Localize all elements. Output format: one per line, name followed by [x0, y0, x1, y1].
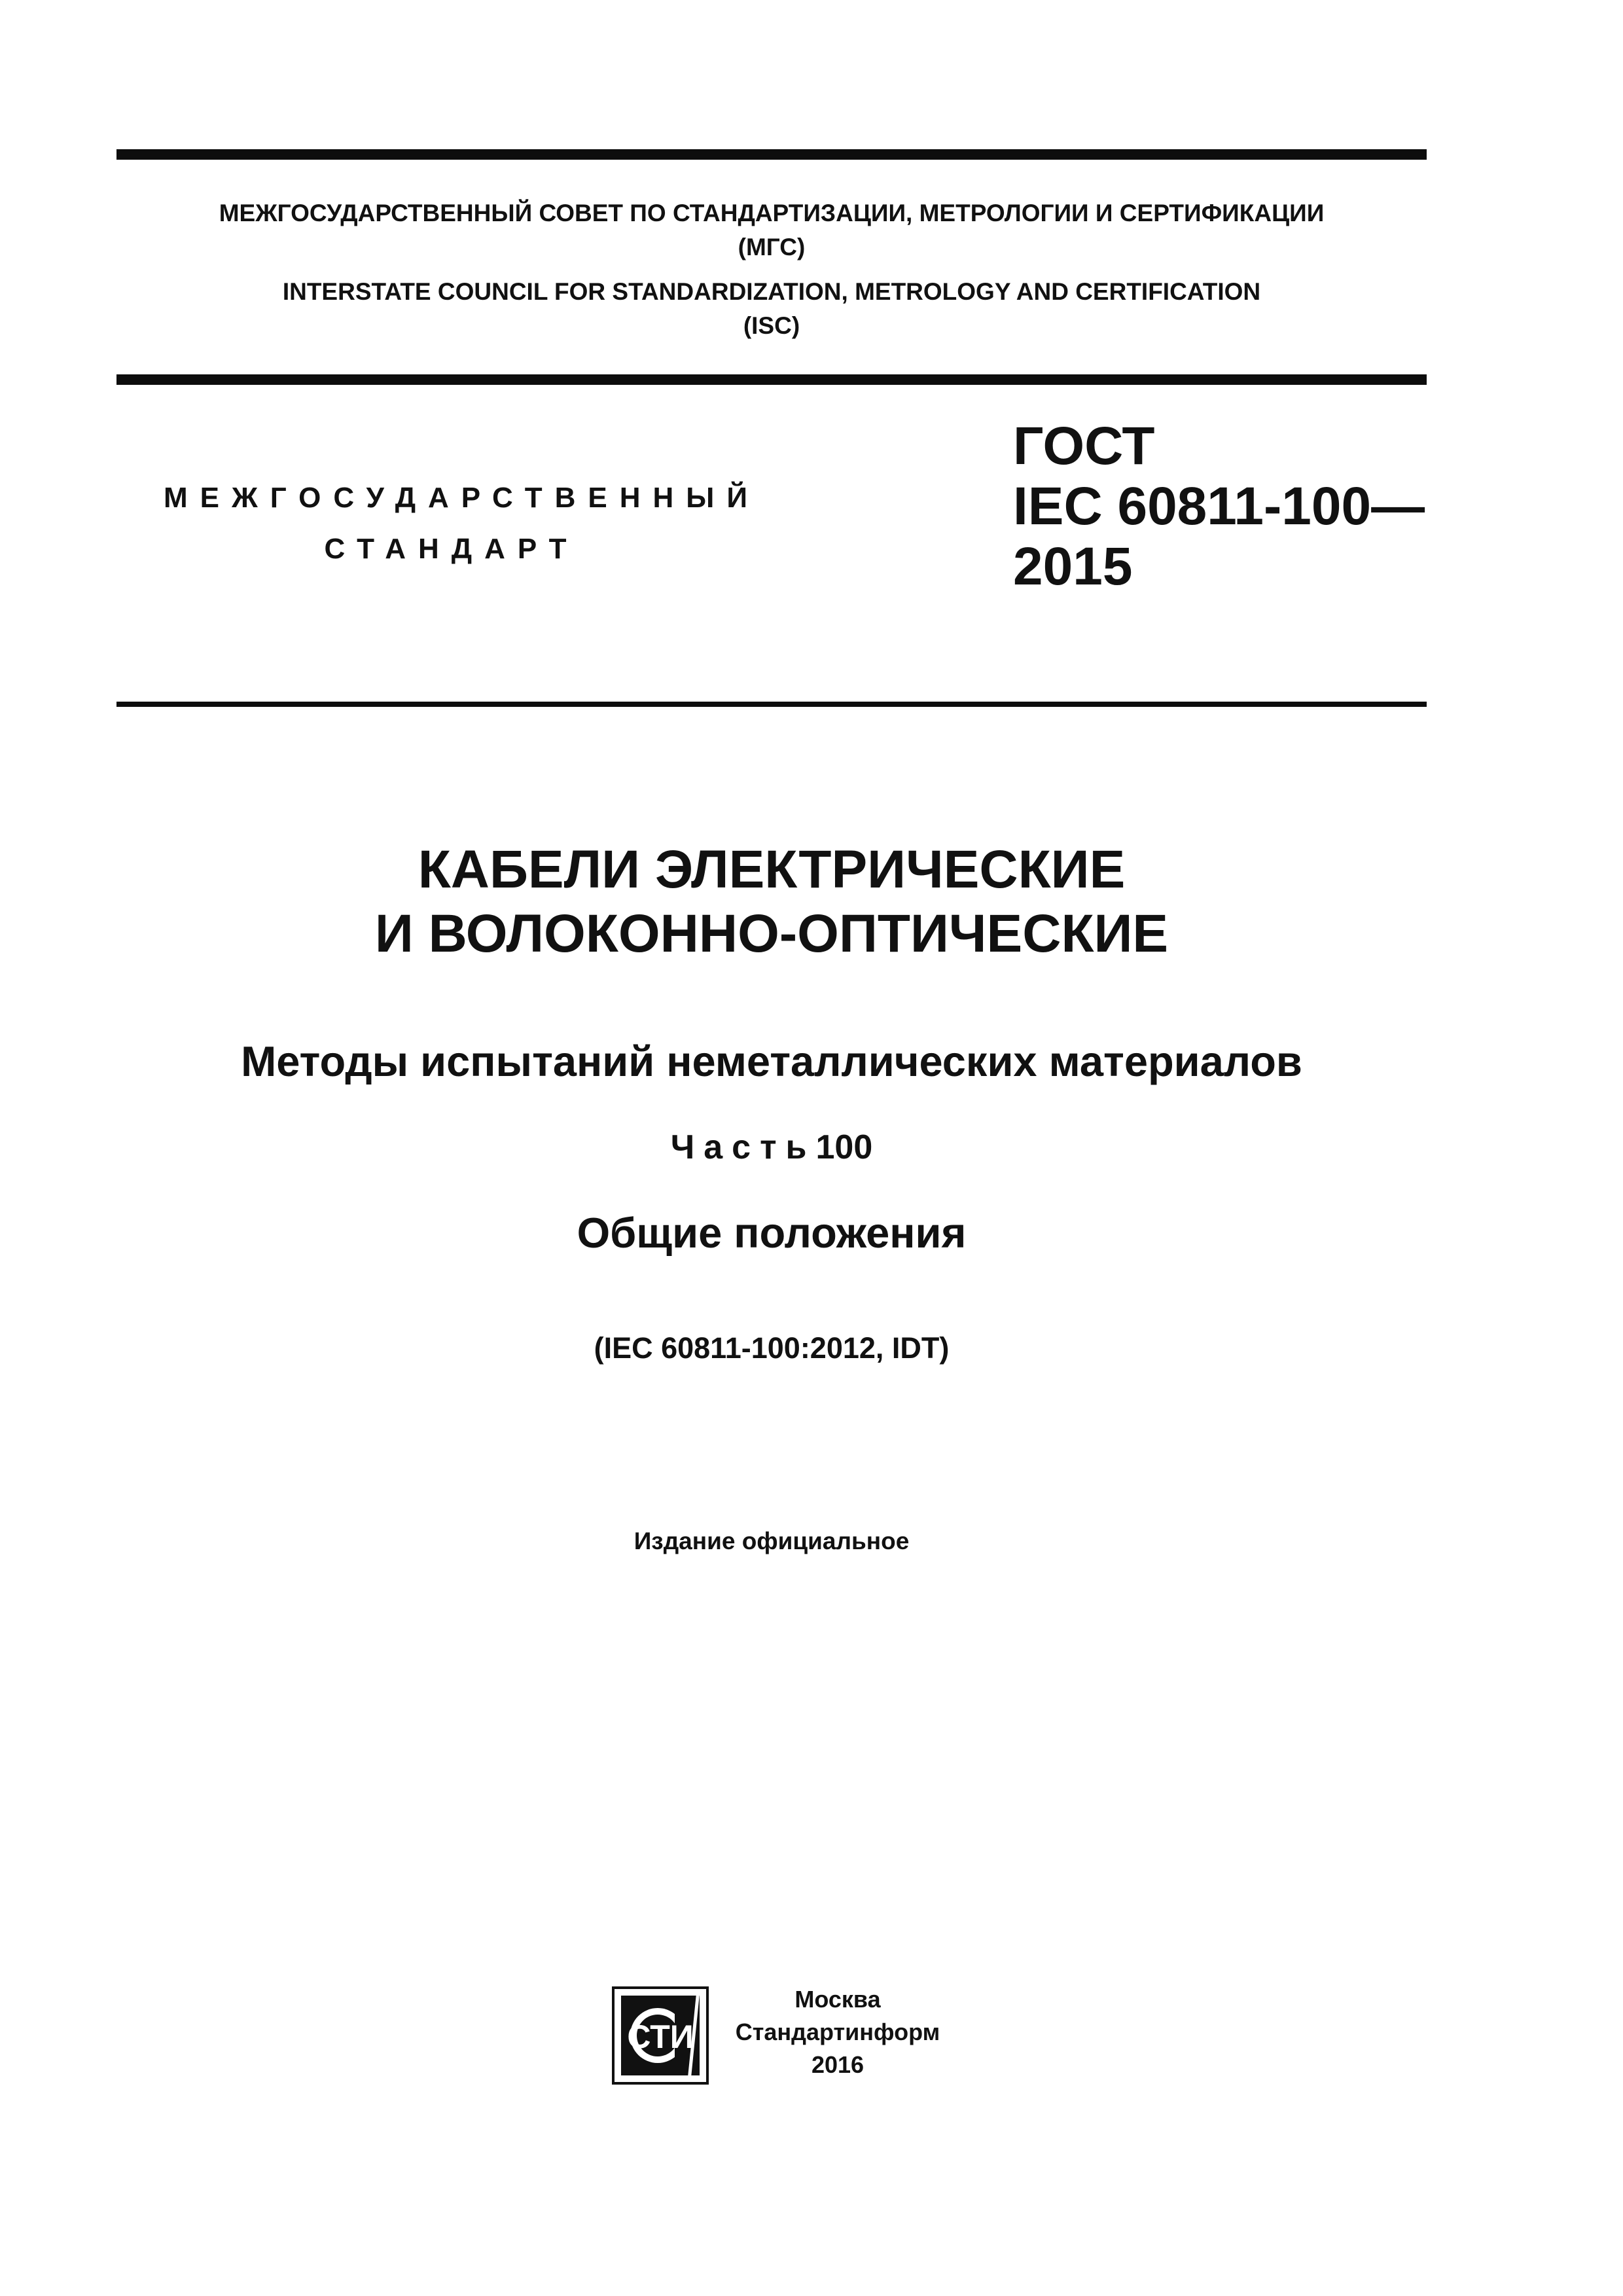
standard-type-line1: МЕЖГОСУДАРСТВЕННЫЙ — [164, 482, 760, 514]
publisher-year: 2016 — [811, 2051, 865, 2078]
council-name-en-text: INTERSTATE COUNCIL FOR STANDARDIZATION, METROLOGY AND CERTIFICATION — [282, 278, 1261, 305]
designation-line1: ГОСТ — [1013, 416, 1155, 476]
standartinform-logo-icon — [612, 1986, 709, 2085]
publisher-city: Москва — [794, 1986, 881, 2013]
council-abbr-ru: (МГС) — [738, 234, 806, 260]
title-line1: КАБЕЛИ ЭЛЕКТРИЧЕСКИЕ — [418, 840, 1126, 899]
part-number-value: 100 — [815, 1128, 873, 1166]
publisher-block — [726, 1983, 949, 2081]
council-name-en — [116, 275, 1427, 343]
iec-reference: (IEC 60811-100:2012, IDT) — [594, 1331, 950, 1365]
publisher-name: Стандартинформ — [735, 2018, 940, 2045]
council-abbr-en: (ISC) — [743, 312, 800, 339]
document-subtitle: Методы испытаний неметаллических материалов — [241, 1037, 1302, 1085]
middle-divider — [116, 374, 1427, 385]
council-name-ru-text: МЕЖГОСУДАРСТВЕННЫЙ СОВЕТ ПО СТАНДАРТИЗАЦИИ, МЕТРОЛОГИИ И СЕРТИФИКАЦИИ — [219, 200, 1325, 226]
top-divider — [116, 149, 1427, 160]
lower-divider — [116, 702, 1427, 707]
document-title — [116, 838, 1427, 966]
designation-line3: 2015 — [1013, 537, 1133, 596]
standard-type — [164, 473, 760, 575]
part-number — [116, 1124, 1427, 1170]
standard-designation — [1013, 416, 1425, 597]
council-name-ru — [116, 196, 1427, 264]
logo-text: СТИ — [627, 2018, 694, 2055]
part-prefix: Часть — [670, 1128, 816, 1166]
standard-type-line2: СТАНДАРТ — [324, 533, 579, 565]
part-name: Общие положения — [577, 1209, 967, 1257]
title-line2: И ВОЛОКОННО-ОПТИЧЕСКИЕ — [374, 904, 1169, 963]
edition-note: Издание официальное — [633, 1528, 910, 1554]
designation-line2: IEC 60811-100— — [1013, 476, 1425, 536]
